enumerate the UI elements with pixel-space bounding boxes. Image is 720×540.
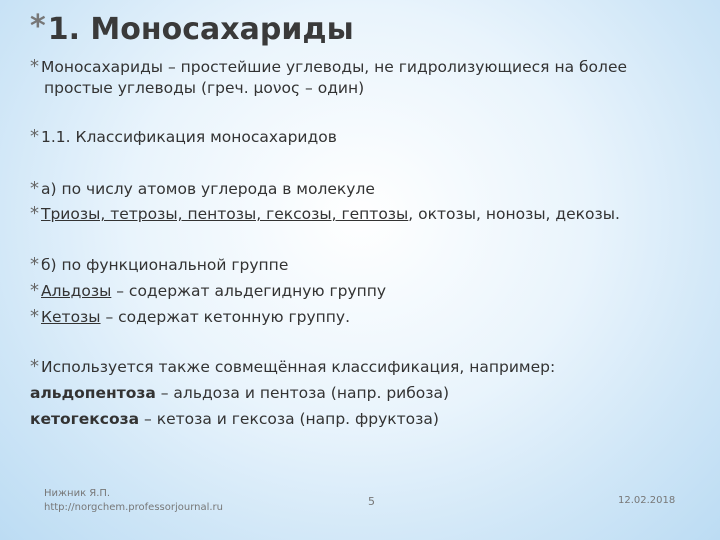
carbon-list-underlined: Триозы, тетрозы, пентозы, гексозы, гептозы xyxy=(41,205,409,223)
bullet-asterisk-icon: * xyxy=(30,280,39,301)
footer-date: 12.02.2018 xyxy=(618,495,676,506)
bullet-asterisk-icon: * xyxy=(30,254,39,275)
bullet-asterisk-icon: * xyxy=(30,356,39,377)
combined-example-1: альдопентоза – альдоза и пентоза (напр. рибоза) xyxy=(30,384,450,402)
bullet-asterisk-icon: * xyxy=(30,203,39,224)
ketoses-term: Кетозы xyxy=(41,308,101,326)
carbon-list: * Триозы, тетрозы, пентозы, гексозы, гептозы, октозы, нонозы, декозы. xyxy=(30,203,620,224)
bullet-asterisk-icon: * xyxy=(30,9,46,44)
title-text: 1. Моносахариды xyxy=(47,12,354,47)
bullet-asterisk-icon: * xyxy=(30,126,39,147)
aldoses-term: Альдозы xyxy=(41,282,112,300)
definition-line-1: * Моносахариды – простейшие углеводы, не гидролизующиеся на более xyxy=(30,56,628,77)
classification-heading: * 1.1. Классификация моносахаридов xyxy=(30,126,337,147)
footer-url: http://norgchem.professorjournal.ru xyxy=(44,502,224,513)
carbon-heading: * а) по числу атомов углерода в молекуле xyxy=(30,178,375,199)
bullet-asterisk-icon: * xyxy=(30,56,39,77)
bullet-asterisk-icon: * xyxy=(30,178,39,199)
slide-title xyxy=(30,9,354,47)
combined-intro: * Используется также совмещённая классификация, например: xyxy=(30,356,556,377)
footer-author: Нижник Я.П. xyxy=(44,488,111,499)
combined-example-2: кетогексоза – кетоза и гексоза (напр. фруктоза) xyxy=(30,410,439,428)
footer-page-number: 5 xyxy=(368,495,375,508)
bullet-asterisk-icon: * xyxy=(30,306,39,327)
aldoses-line: * Альдозы – содержат альдегидную группу xyxy=(30,280,387,301)
group-heading: * б) по функциональной группе xyxy=(30,254,289,275)
ketoses-line: * Кетозы – содержат кетонную группу. xyxy=(30,306,351,327)
definition-line-2: простые углеводы (греч. μονος – один) xyxy=(44,79,365,97)
